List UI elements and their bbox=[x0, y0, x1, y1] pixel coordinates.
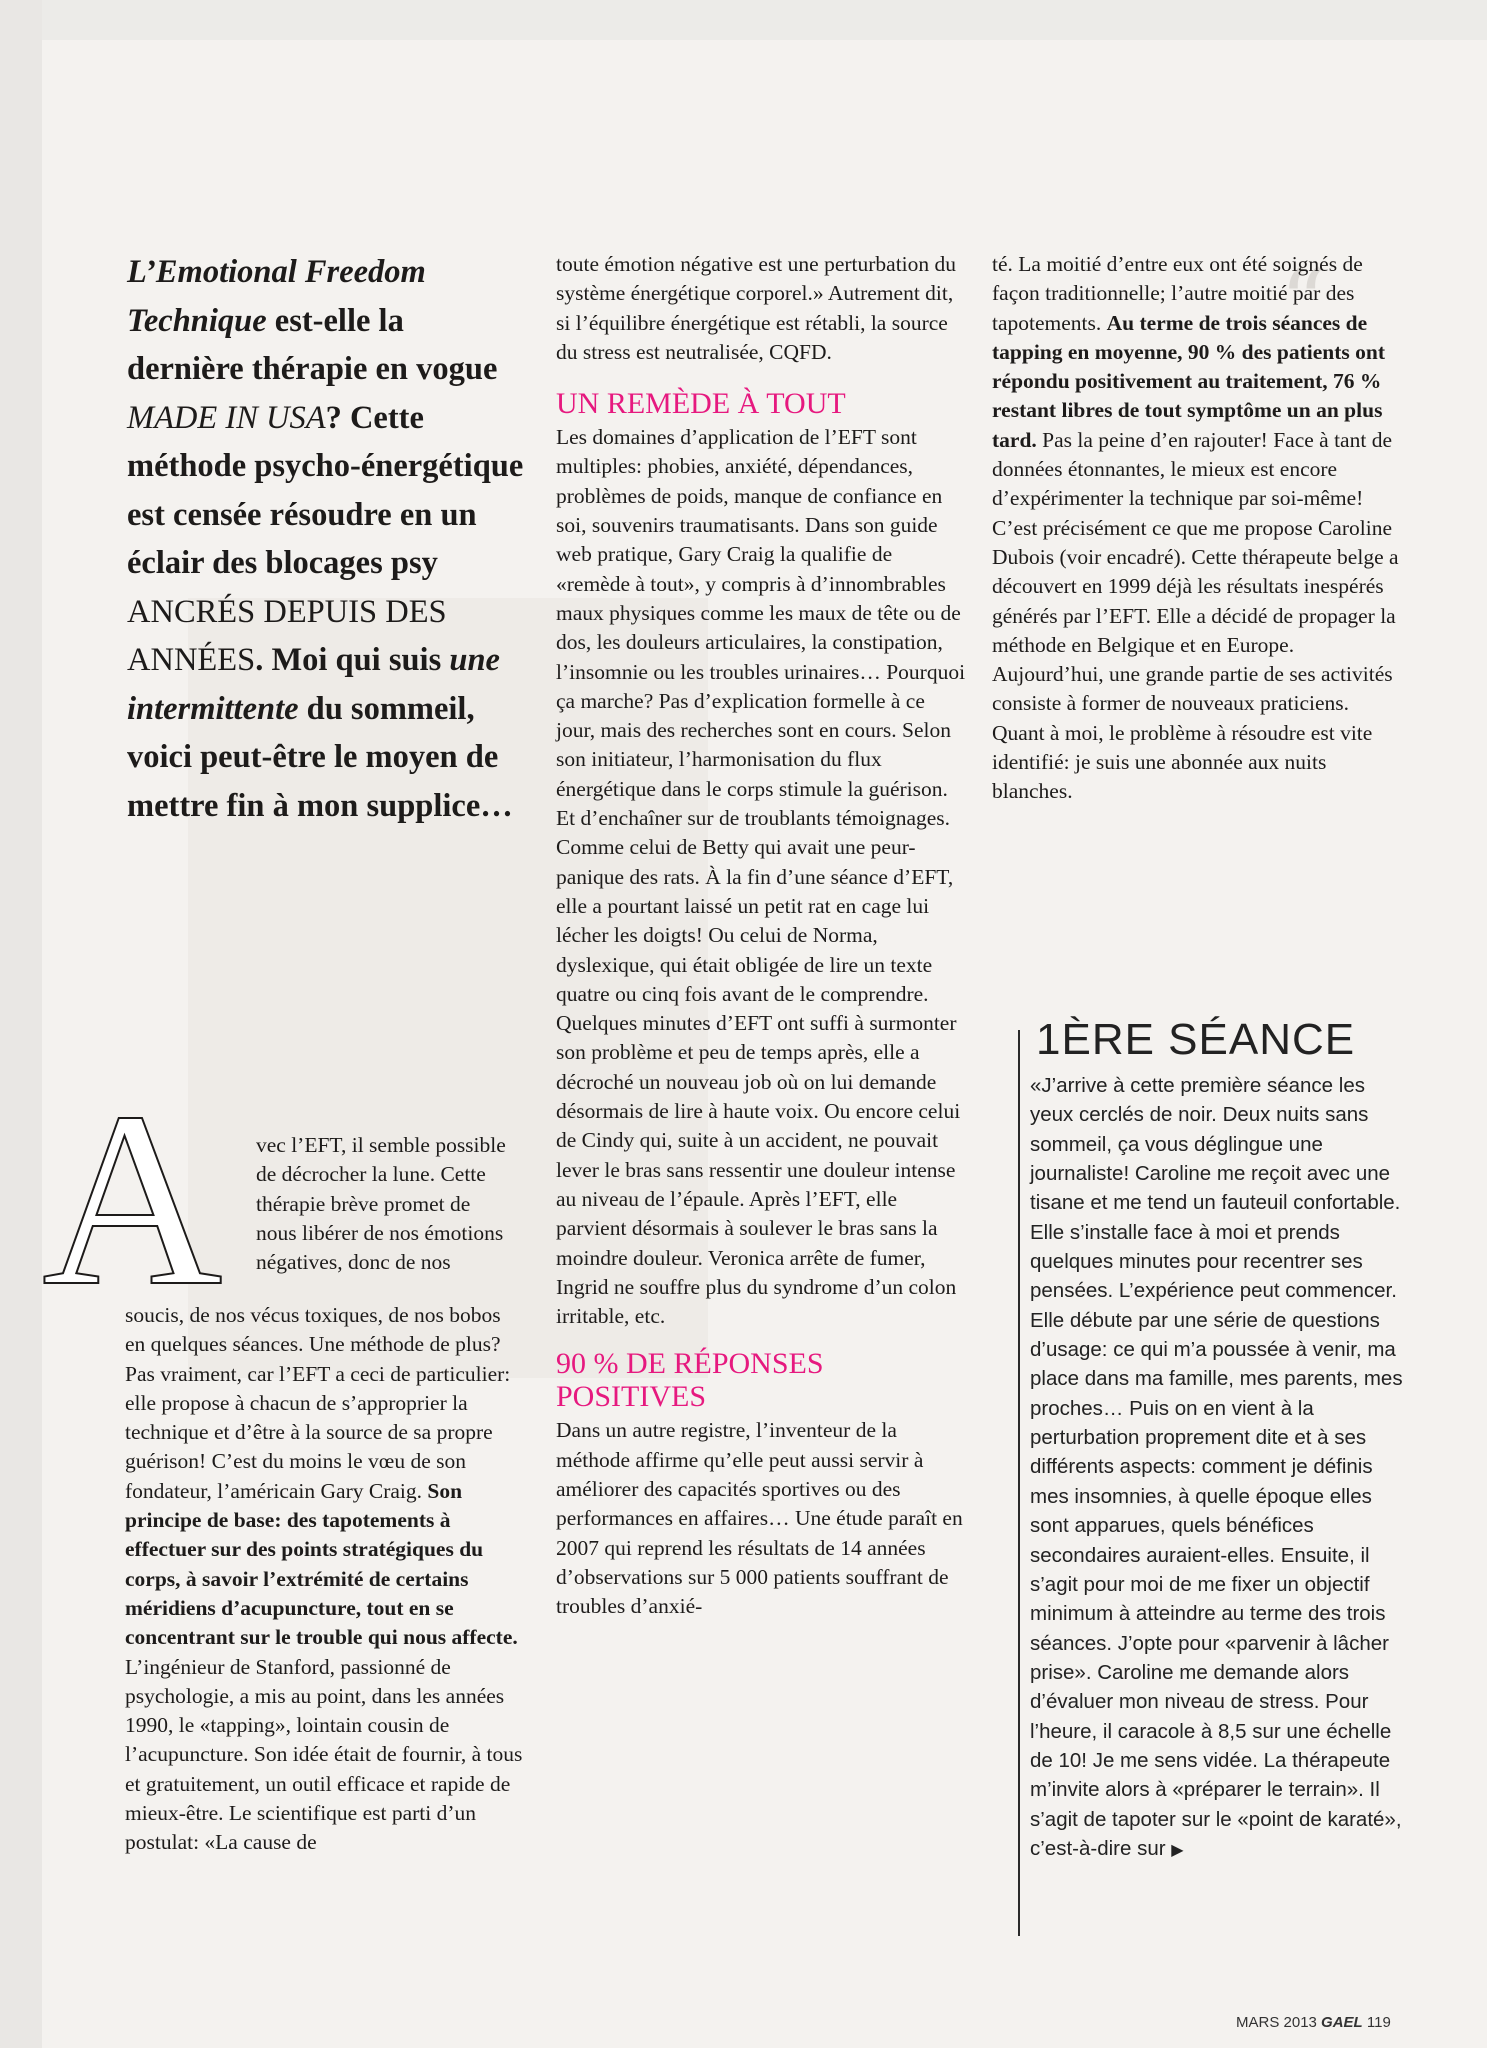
lead-paragraph bbox=[127, 248, 527, 830]
text-run: Pas la peine d’en rajouter! Face à tant de données étonnantes, le mieux est encore d’expérimenter la technique par soi-même! C’est précisément ce que me propose Caroline Dubois (voir encadré). Cette thérapeute belge a découvert en 1999 déjà les résultats inespérés générés par l’EFT. Elle a décidé de propager la méthode en Belgique et en Europe. Aujourd’hui, une grande partie de ses activités consiste à former de nouveaux praticiens. Quant à moi, le problème à résoudre est vite identifié: je suis une abonnée aux nuits blanches. bbox=[992, 427, 1399, 804]
lead-text: ? Cette méthode psycho-énergétique est censée résoudre en un éclair des blocages psy bbox=[127, 399, 524, 581]
column-2 bbox=[556, 250, 966, 1621]
sidebar-text bbox=[1030, 1071, 1412, 1865]
lead-emphasis: une intermittente bbox=[127, 642, 500, 727]
scan-margin-top bbox=[0, 0, 1487, 40]
paragraph bbox=[992, 250, 1402, 807]
drop-cap: A bbox=[42, 1061, 223, 1338]
sidebar-body: «J’arrive à cette première séance les yeux cerclés de noir. Deux nuits sans sommeil, ça vous déglingue une journaliste! Caroline me reçoit avec une tisane et me tend un fauteuil confortable. Elle s’installe face à moi et prends quelques minutes pour recentrer ses pensées. L’expérience peut commencer. Elle débute par une série de questions d’usage: ce qui m’a poussée à venir, ma place dans ma famille, mes parents, mes proches… Puis on en vient à la perturbation proprement dite et à ses différents aspects: comment je définis mes insomnies, à quelle époque elles sont apparues, quels bénéfices secondaires auraient-elles. Ensuite, il s’agit pour moi de me fixer un objectif minimum à atteindre au terme des trois séances. J’opte pour «parvenir à lâcher prise». Caroline me demande alors d’évaluer mon niveau de stress. Pour l’heure, il caracole à 8,5 sur une échelle de 10! Je me sens vidée. La thérapeute m’invite alors à «préparer le terrain». Il s’agit de tapoter sur le «point de karaté», c’est-à-dire sur bbox=[1030, 1074, 1403, 1860]
lead-text: est-elle la dernière thérapie en vogue bbox=[127, 302, 498, 387]
paragraph bbox=[125, 1301, 525, 1858]
lead-term: L’Emotional Freedom Technique bbox=[127, 254, 426, 339]
page-footer bbox=[1236, 2014, 1391, 2031]
section-heading: 90 % DE RÉPONSES POSITIVES bbox=[556, 1347, 824, 1414]
lead-text: du sommeil, voici peut-être le moyen de mettre fin à mon supplice… bbox=[127, 690, 513, 824]
sidebar-title: 1ÈRE SÉANCE bbox=[1036, 1015, 1356, 1064]
column-1 bbox=[125, 1301, 525, 1858]
scan-margin-left bbox=[0, 0, 42, 2048]
lead-made-in-usa: MADE IN USA bbox=[127, 399, 326, 436]
text-run: té. La moitié d’entre eux ont été soignés de façon traditionnelle; l’autre moitié par des tapotements. bbox=[992, 252, 1363, 335]
text-run: soucis, de nos vécus toxiques, de nos bobos en quelques séances. Une méthode de plus? Pas vraiment, car l’EFT a ceci de particulier: elle propose à chacun de s’approprier la technique et d’être à la source de sa propre guérison! C’est du moins le vœu de son fondateur, l’américain Gary Craig. bbox=[125, 1303, 511, 1503]
paragraph: Dans un autre registre, l’inventeur de la méthode affirme qu’elle peut aussi servir à améliorer des capacités sportives ou des performances en affaires… Une étude paraît en 2007 qui reprend les résultats de 14 années d’observations sur 5 000 patients souffrant de troubles d’anxié- bbox=[556, 1418, 963, 1619]
page-number: 119 bbox=[1366, 2014, 1391, 2031]
paragraph: Les domaines d’application de l’EFT sont multiples: phobies, anxiété, dépendances, problèmes de poids, manque de confiance en soi, souvenirs traumatisants. Dans son guide web pratique, Gary Craig la qualifie de «remède à tout», y compris à d’innombrables maux physiques comme les maux de tête ou de dos, les douleurs articulaires, la constipation, l’insomnie ou les troubles urinaires… Pourquoi ça marche? Pas d’explication formelle à ce jour, mais des recherches sont en cours. Selon son initiateur, l’harmonisation du flux énergétique dans le corps stimule la guérison. Et d’enchaîner sur de troublants témoignages. Comme celui de Betty qui avait une peur-panique des rats. À la fin d’une séance d’EFT, elle a pourtant laissé un petit rat en cage lui lécher les doigts! Ou celui de Norma, dyslexique, qui était obligée de lire un texte quatre ou cinq fois avant de le comprendre. Quelques minutes d’EFT ont suffi à surmonter son problème et peu de temps après, elle a décroché un nouveau job où on lui demande désormais de lire à haute voix. Ou encore celui de Cindy qui, suite à un accident, ne pouvait lever le bras sans ressentir une douleur intense au niveau de l’épaule. Après l’EFT, elle parvient désormais à soulever le bras sans la moindre douleur. Veronica arrête de fumer, Ingrid ne souffre plus du syndrome d’un colon irritable, etc. bbox=[556, 425, 966, 1329]
bold-text-run: Au terme de trois séances de tapping en moyenne, 90 % des patients ont répondu positivement au traitement, 76 % restant libres de tout symptôme un an plus tard. bbox=[992, 310, 1386, 452]
column-3 bbox=[992, 250, 1402, 807]
bleed-through-quote-mark: “ bbox=[1280, 250, 1327, 355]
sidebar-rule bbox=[1018, 1030, 1020, 1936]
intro-text: vec l’EFT, il semble possible de décrocher la lune. Cette thérapie brève promet de nous libérer de nos émotions négatives, donc de nos bbox=[256, 1133, 506, 1275]
issue-date: MARS 2013 bbox=[1236, 2014, 1317, 2031]
lead-text: . Moi qui suis bbox=[255, 642, 450, 678]
paragraph: toute émotion négative est une perturbation du système énergétique corporel.» Autrement dit, si l’équilibre énergétique est rétabli, la source du stress est neutralisée, CQFD. bbox=[556, 252, 957, 364]
text-run: L’ingénieur de Stanford, passionné de psychologie, a mis au point, dans les années 1990, le «tapping», lointain cousin de l’acupuncture. Son idée était de fournir, à tous et gratuitement, un outil efficace et rapide de mieux-être. Le scientifique est parti d’un postulat: «La cause de bbox=[125, 1654, 523, 1855]
lead-caps: ANCRÉS DEPUIS DES ANNÉES bbox=[127, 593, 447, 678]
section-heading: UN REMÈDE À TOUT bbox=[556, 387, 846, 421]
magazine-name: GAEL bbox=[1321, 2014, 1363, 2031]
column-1-intro bbox=[256, 1131, 516, 1277]
bold-text-run: Son principe de base: des tapotements à effectuer sur des points stratégiques du corps, à savoir l’extrémité de certains méridiens d’acupuncture, tout en se concentrant sur le trouble qui nous affecte. bbox=[125, 1478, 518, 1650]
continue-arrow-icon: ▶ bbox=[1171, 1841, 1184, 1859]
